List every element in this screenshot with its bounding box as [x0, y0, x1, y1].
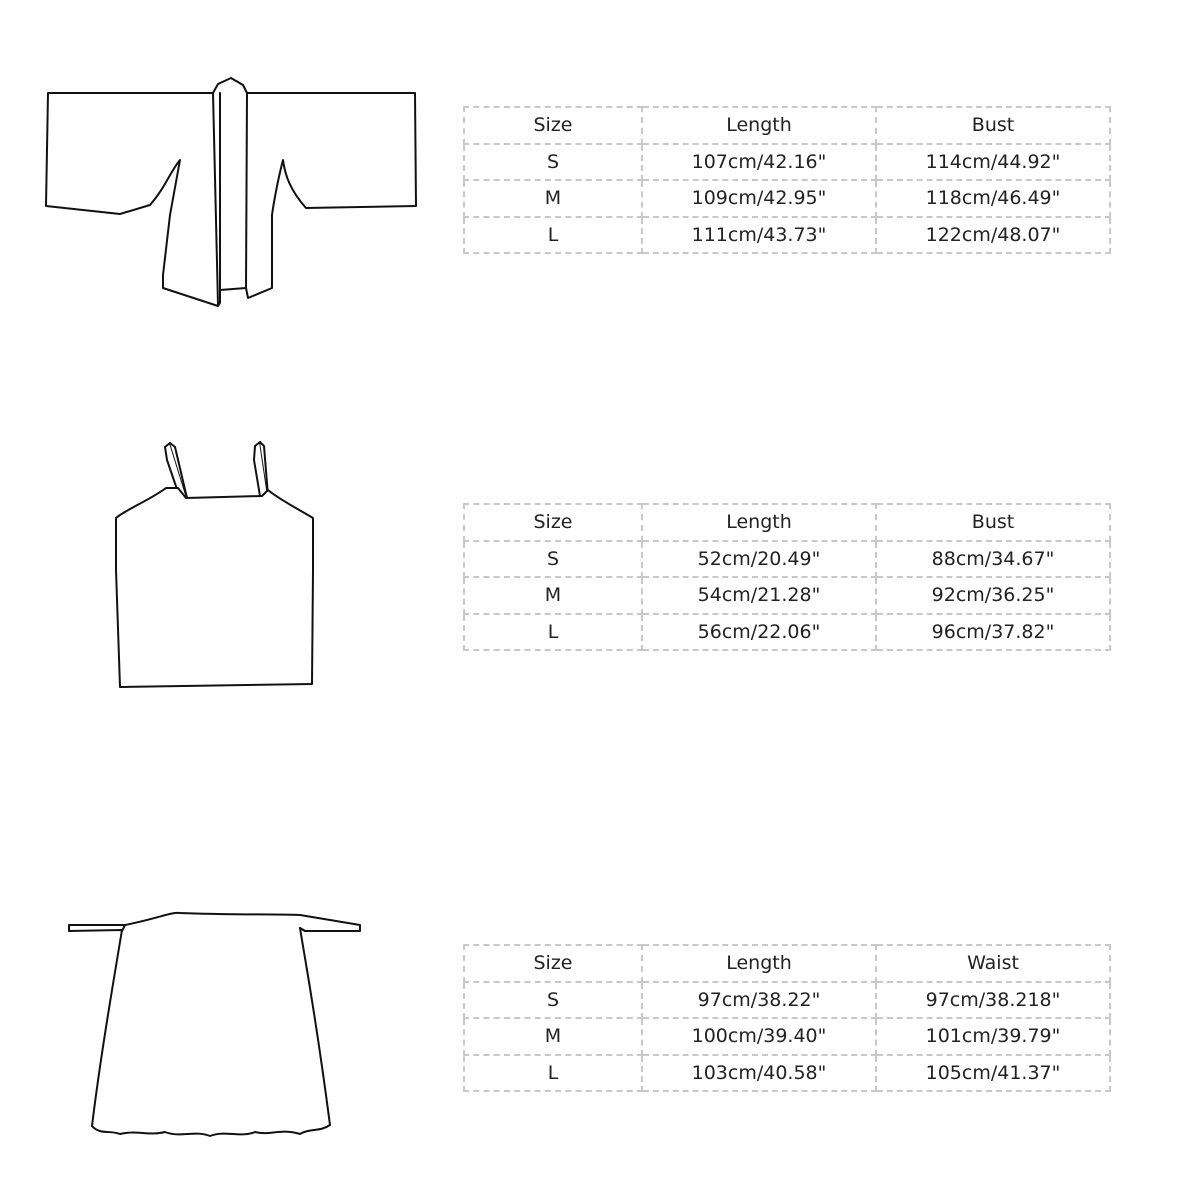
skirt-icon: [69, 913, 360, 1136]
table-row: [464, 614, 1110, 651]
size-cell: L: [464, 614, 642, 651]
table-header-row: [464, 504, 1110, 541]
bust-cell: 88cm/34.67": [876, 541, 1110, 578]
size-table-camisole: [463, 503, 1111, 651]
length-cell: 109cm/42.95": [642, 180, 876, 217]
bust-cell: 96cm/37.82": [876, 614, 1110, 651]
table-header-row: [464, 945, 1110, 982]
size-cell: L: [464, 217, 642, 254]
size-cell: L: [464, 1055, 642, 1092]
waist-cell: 97cm/38.218": [876, 982, 1110, 1019]
table-row: [464, 1055, 1110, 1092]
header-length: Length: [642, 107, 876, 144]
size-table-kimono: [463, 106, 1111, 254]
camisole-icon: [116, 442, 313, 687]
header-length: Length: [642, 945, 876, 982]
size-cell: S: [464, 541, 642, 578]
length-cell: 54cm/21.28": [642, 577, 876, 614]
header-bust: Bust: [876, 504, 1110, 541]
header-waist: Waist: [876, 945, 1110, 982]
header-size: Size: [464, 107, 642, 144]
table-row: [464, 982, 1110, 1019]
header-size: Size: [464, 504, 642, 541]
table-row: [464, 1018, 1110, 1055]
header-size: Size: [464, 945, 642, 982]
table-row: [464, 144, 1110, 181]
size-cell: M: [464, 180, 642, 217]
table-row: [464, 577, 1110, 614]
length-cell: 56cm/22.06": [642, 614, 876, 651]
size-cell: M: [464, 577, 642, 614]
waist-cell: 105cm/41.37": [876, 1055, 1110, 1092]
bust-cell: 118cm/46.49": [876, 180, 1110, 217]
table-row: [464, 541, 1110, 578]
length-cell: 103cm/40.58": [642, 1055, 876, 1092]
size-cell: S: [464, 982, 642, 1019]
waist-cell: 101cm/39.79": [876, 1018, 1110, 1055]
length-cell: 52cm/20.49": [642, 541, 876, 578]
table-header-row: [464, 107, 1110, 144]
length-cell: 97cm/38.22": [642, 982, 876, 1019]
length-cell: 111cm/43.73": [642, 217, 876, 254]
table-row: [464, 217, 1110, 254]
length-cell: 100cm/39.40": [642, 1018, 876, 1055]
header-bust: Bust: [876, 107, 1110, 144]
table-row: [464, 180, 1110, 217]
size-cell: S: [464, 144, 642, 181]
kimono-cardigan-icon: [46, 78, 416, 306]
size-cell: M: [464, 1018, 642, 1055]
header-length: Length: [642, 504, 876, 541]
bust-cell: 92cm/36.25": [876, 577, 1110, 614]
bust-cell: 122cm/48.07": [876, 217, 1110, 254]
length-cell: 107cm/42.16": [642, 144, 876, 181]
size-table-skirt: [463, 944, 1111, 1092]
bust-cell: 114cm/44.92": [876, 144, 1110, 181]
